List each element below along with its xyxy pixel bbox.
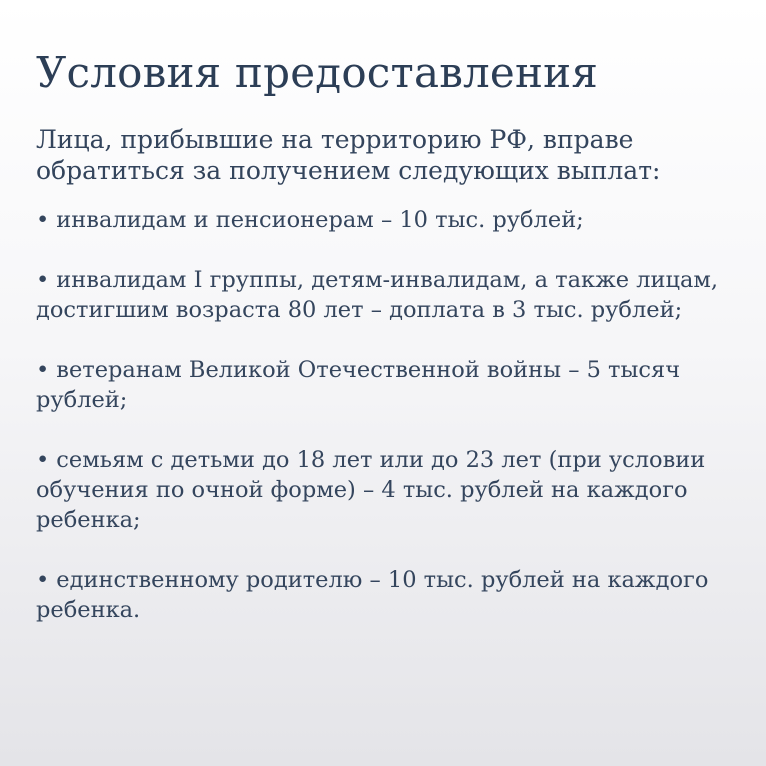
- list-item-text: ветеранам Великой Отечественной войны – 5 тысяч рублей;: [36, 357, 681, 413]
- bullet-icon: •: [36, 447, 50, 473]
- bullet-icon: •: [36, 267, 50, 293]
- payments-list: [36, 205, 741, 655]
- list-item-text: единственному родителю – 10 тыс. рублей на каждого ребенка.: [36, 567, 709, 623]
- list-item: [36, 565, 741, 625]
- bullet-icon: •: [36, 357, 50, 383]
- list-item: [36, 445, 741, 535]
- list-item-text: инвалидам I группы, детям-инвалидам, а также лицам, достигшим возраста 80 лет – доплата в 3 тыс. рублей;: [36, 267, 719, 323]
- list-item: [36, 355, 741, 415]
- list-item: [36, 265, 741, 325]
- bullet-icon: •: [36, 567, 50, 593]
- list-item-text: инвалидам и пенсионерам – 10 тыс. рублей;: [56, 207, 584, 233]
- list-item-text: семьям с детьми до 18 лет или до 23 лет (при условии обучения по очной форме) – 4 тыс. рублей на каждого ребенка;: [36, 447, 706, 533]
- intro-paragraph: Лица, прибывшие на территорию РФ, вправе обратиться за получением следующих выплат:: [36, 125, 661, 185]
- slide-title: Условия предоставления: [36, 48, 599, 97]
- list-item: [36, 205, 741, 235]
- bullet-icon: •: [36, 207, 50, 233]
